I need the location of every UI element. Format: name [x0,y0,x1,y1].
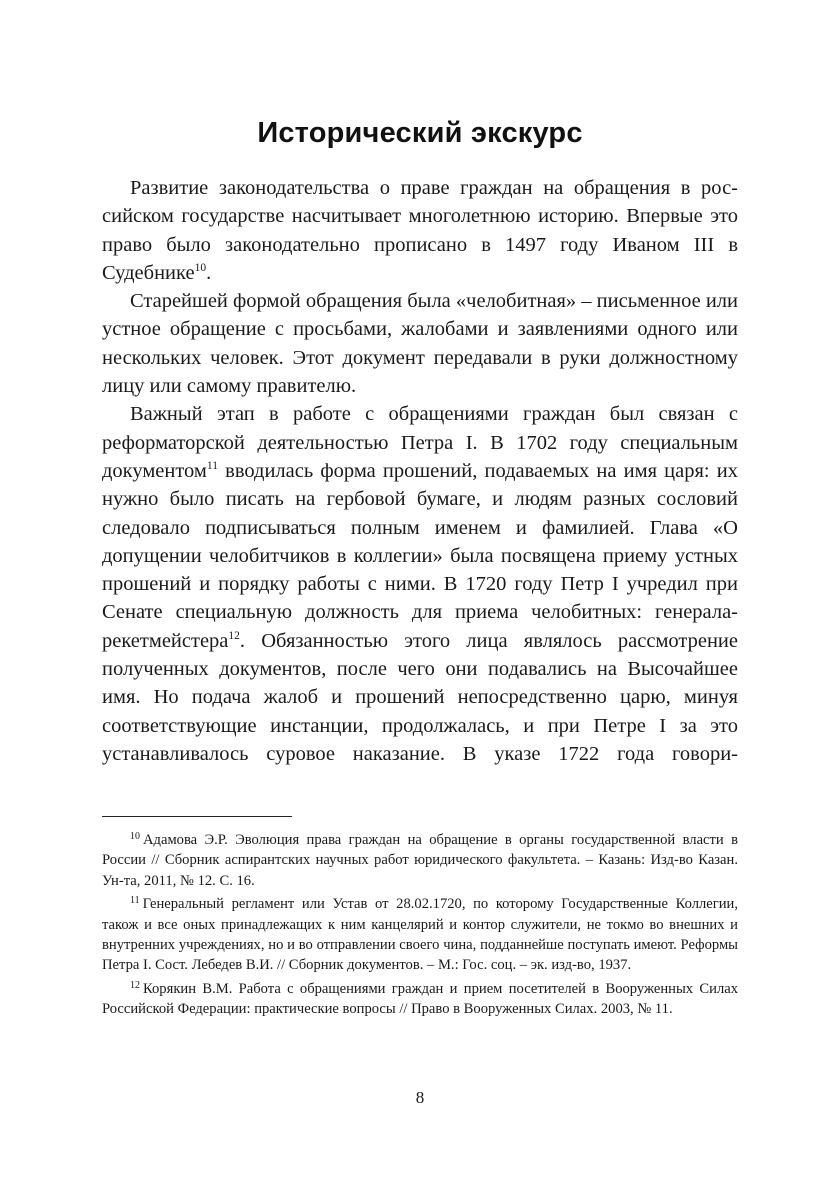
paragraph-text: . Обязанностью этого лица являлось рассмотрение полученных документов, после чего они подавались на Высочайшее имя. Но подача жалоб и прошений непосредственно царю, минуя соответствующие инстанции, продолжалась, и при Петре I за это устанавливалось суровое наказание. В указе 1722 года говори- [102,629,738,765]
paragraph-2 [102,287,738,400]
main-text [102,174,738,768]
footnote-ref-11[interactable]: 11 [206,459,218,472]
footnote-text: Генеральный регламент или Устав от 28.02.1720, по которому Государственные Коллегии, також и все оных принадлежащих к ним канцелярий и контор служители, не токмо во внешних и внутренних учреждениях, но и во отправлении своего чина, подданнейше поступать имеют. Реформы Петра I. Сост. Лебедев В.И. // Сборник документов. – М.: Гос. соц. – эк. изд-во, 1937. [102,896,738,974]
paragraph-text: Старейшей формой обращения была «челобитная» – письменное или устное обращение с просьбами, жалобами и заявлениями одного или нескольких человек. Этот документ передавали в руки должностному лицу или самому правителю. [102,290,738,398]
footnote-ref-10[interactable]: 10 [194,261,207,274]
paragraph-text: . [206,261,212,284]
footnote-10 [102,830,738,891]
paragraph-3 [102,400,738,768]
footnote-number: 11 [130,895,140,907]
footnote-12 [102,979,738,1020]
page-number: 8 [415,1088,425,1107]
footnote-number: 10 [130,831,140,842]
footnote-separator [102,816,292,817]
page-title: Исторический экскурс [257,117,583,149]
paragraph-1 [102,174,738,287]
footnotes [102,830,738,1023]
footnote-number: 12 [130,979,140,991]
footnote-text: Адамова Э.Р. Эволюция права граждан на обращение в органы государственной власти в России // Сборник аспирантских научных работ юридического факультета. – Казань: Изд-во Казан. Ун-та, 2011, № 12. С. 16. [102,832,738,889]
footnote-11 [102,894,738,976]
paragraph-text: Развитие законодательства о праве граждан на обращения в российском государстве насчитывает многолетнюю историю. Впервые это право было законодательно прописано в 1497 году Иваном III в Судебнике [102,177,738,284]
paragraph-text: вводилась форма прошений, подаваемых на имя царя: их нужно было писать на гербовой бумаге, и людям разных сословий следовало подписываться полным именем и фамилией. Глава «О допущении челобитчиков в коллегии» была посвящена приему устных прошений и порядку работы с ними. В 1720 году Петр I учредил при Сенате специальную должность для приема челобитных: генерала-рекетмейстера [102,459,738,652]
footnote-text: Корякин В.М. Работа с обращениями граждан и прием посетителей в Вооруженных Силах Российской Федерации: практические вопросы // Право в Вооруженных Силах. 2003, № 11. [102,980,738,1018]
footnote-ref-12[interactable]: 12 [228,629,240,642]
paragraph-text: Важный этап в работе с обращениями граждан был связан с реформаторской деятельностью Петра I. В 1702 году специальным документом [102,403,738,482]
